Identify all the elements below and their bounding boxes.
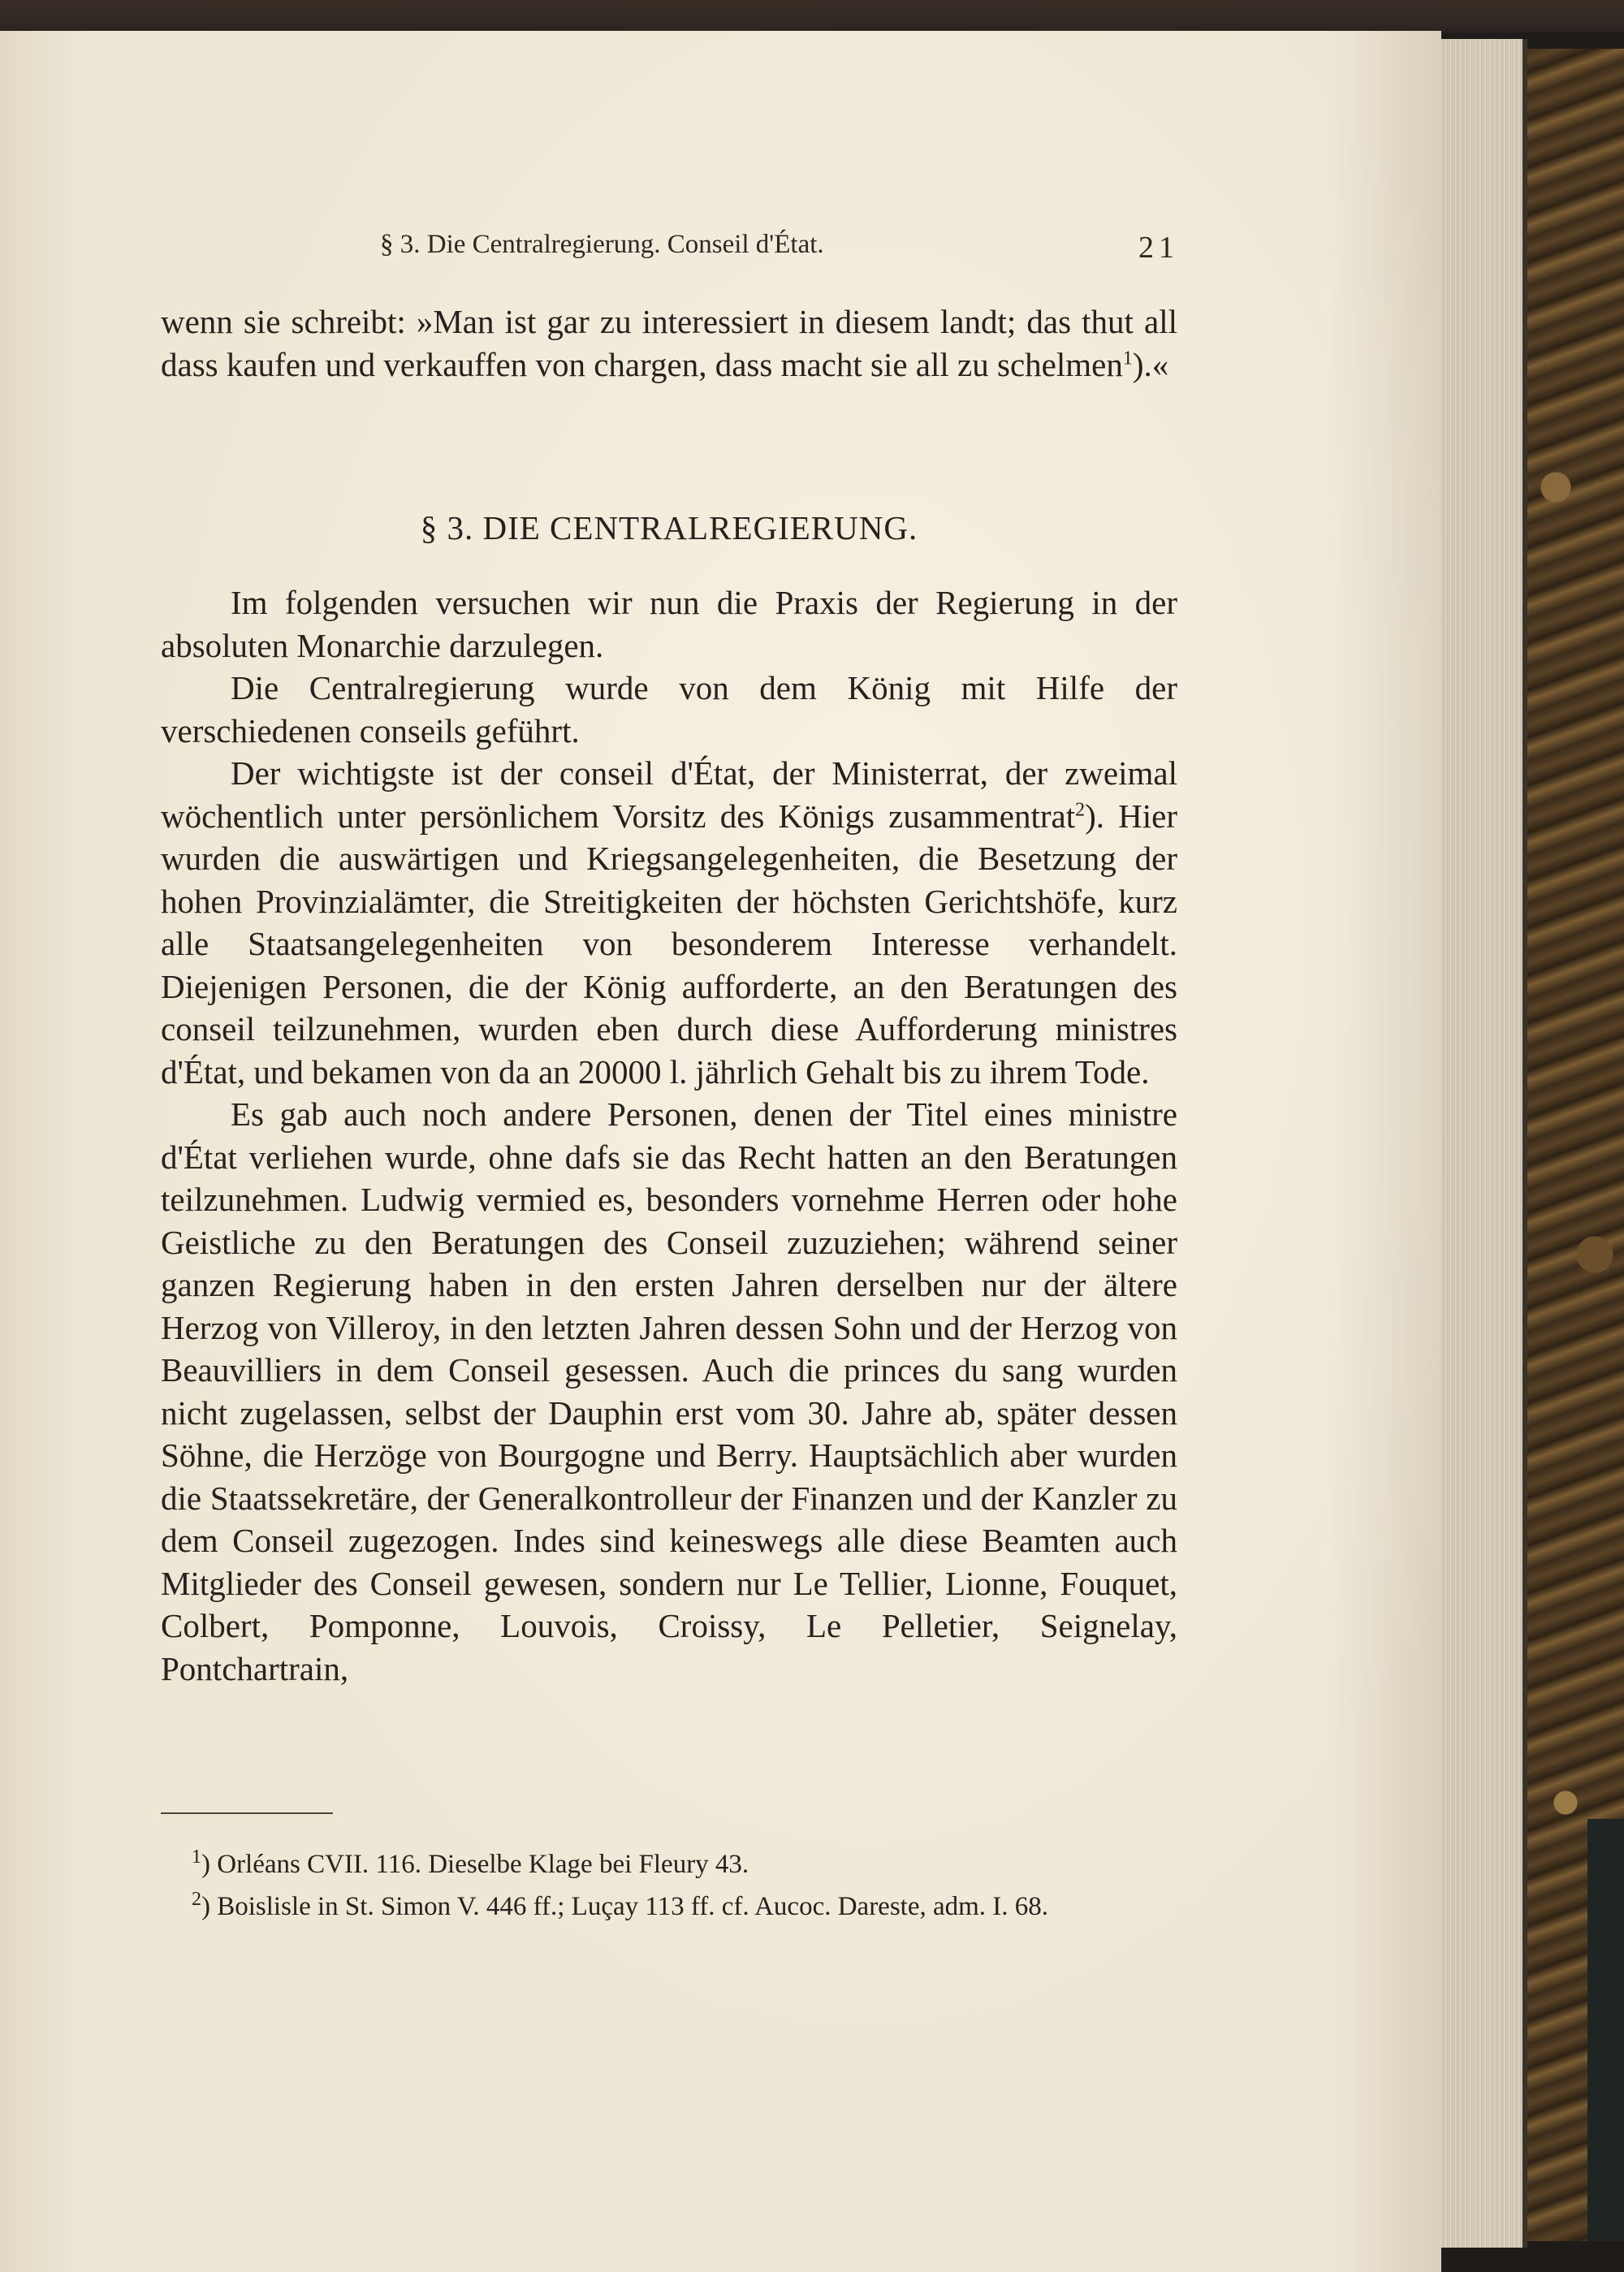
- paragraph-3-text: Der wichtigste ist der conseil d'État, der Ministerrat, der zweimal wöchentlich unter persönlichem Vorsitz des Königs zusammentrat: [161, 754, 1177, 835]
- footnote-1: [161, 1845, 1177, 1884]
- intro-block: [161, 300, 1177, 386]
- footnote-ref-2: 2: [1075, 798, 1086, 820]
- paragraph-2: Die Centralregierung wurde von dem König mit Hilfe der verschiedenen conseils geführt.: [161, 669, 1177, 749]
- footnote-marker-2: 2: [192, 1889, 201, 1910]
- page-edges: [1433, 39, 1527, 2248]
- paragraph-3-text-end: ). Hier wurden die auswärtigen und Kriegsangelegenheiten, die Besetzung der hohen Provinzialämter, die Streitigkeiten der höchsten Gerichtshöfe, kurz alle Staatsangelegenheiten von besonderem Interesse verhandelt. Diejenigen Personen, die der König aufforderte, an den Beratungen des conseil teilzunehmen, wurden eben durch diese Aufforderung ministres d'État, und bekamen von da an 20000 l. jährlich Gehalt bis zu ihrem Tode.: [161, 797, 1177, 1091]
- cover-corner: [1587, 1819, 1624, 2241]
- footnote-2: [161, 1887, 1177, 1926]
- footnote-2-text: ) Boislisle in St. Simon V. 446 ff.; Luçay 113 ff. cf. Aucoc. Dareste, adm. I. 68.: [201, 1892, 1049, 1921]
- page-number: 21: [1138, 231, 1179, 265]
- footnote-marker-1: 1: [192, 1847, 201, 1868]
- paragraph-3: [161, 752, 1177, 1093]
- main-text: [161, 581, 1177, 1690]
- intro-paragraph: [161, 300, 1177, 386]
- scan-top-edge: [0, 0, 1624, 32]
- footnote-rule: [161, 1812, 333, 1814]
- footnotes: [161, 1845, 1177, 1926]
- intro-text: wenn sie schreibt: »Man ist gar zu interessiert in diesem landt; das thut all dass kaufen und verkauffen von chargen, dass macht sie all zu schelmen: [161, 303, 1177, 383]
- footnote-ref-1: 1: [1122, 347, 1133, 369]
- footnote-1-text: ) Orléans CVII. 116. Dieselbe Klage bei Fleury 43.: [201, 1850, 749, 1879]
- running-title: § 3. Die Centralregierung. Conseil d'État.: [380, 230, 824, 259]
- section-heading: § 3. DIE CENTRALREGIERUNG.: [420, 509, 918, 546]
- intro-text-end: ).«: [1132, 345, 1169, 383]
- paragraph-4: Es gab auch noch andere Personen, denen der Titel eines ministre d'État verliehen wurde, ohne dafs sie das Recht hatten an den Beratungen teilzunehmen. Ludwig vermied es, besonders vornehme Herren oder hohe Geistliche zu den Beratungen des Conseil zuzuziehen; während seiner ganzen Regierung haben in den ersten Jahren derselben nur der ältere Herzog von Villeroy, in den letzten Jahren dessen Sohn und der Herzog von Beauvilliers in dem Conseil gesessen. Auch die princes du sang wurden nicht zugelassen, selbst der Dauphin erst vom 30. Jahre ab, später dessen Söhne, die Herzöge von Bourgogne und Berry. Hauptsächlich aber wurden die Staatssekretäre, der Generalkontrolleur der Finanzen und der Kanzler zu dem Conseil zugezogen. Indes sind keineswegs alle diese Beamten auch Mitglieder des Conseil gewesen, sondern nur Le Tellier, Lionne, Fouquet, Colbert, Pomponne, Louvois, Croissy, Le Pelletier, Seignelay, Pontchartrain,: [161, 1095, 1177, 1687]
- paragraph-1: Im folgenden versuchen wir nun die Praxis der Regierung in der absoluten Monarchie darzulegen.: [161, 584, 1177, 664]
